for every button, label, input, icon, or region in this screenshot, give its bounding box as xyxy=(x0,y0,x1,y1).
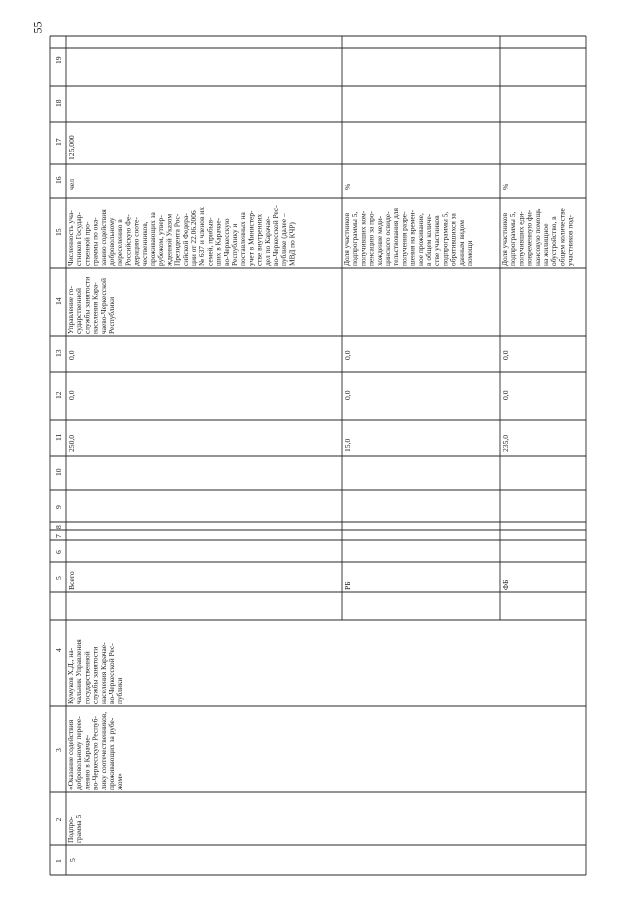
value-col13-1: 0,0 xyxy=(67,350,76,360)
indicator-cell-1-line-26: во-Черкесской Рес- xyxy=(271,205,280,266)
table-text xyxy=(54,56,575,863)
indicator-cell-2-line-13: подпрограммы 5, xyxy=(440,211,450,266)
indicator-cell-1-line-27: публике (далее – xyxy=(279,213,289,266)
column-number-9: 9 xyxy=(54,505,63,509)
indicator-cell-2-line-6: цинского освиде- xyxy=(383,211,392,266)
column-number-5: 5 xyxy=(54,576,63,580)
value-col11-2: 15,0 xyxy=(343,438,352,452)
executor-cell-line-6: Республики xyxy=(107,296,116,334)
value-col12-2: 0,0 xyxy=(343,390,352,400)
measure-name-cell-line-6: проживающих за рубе- xyxy=(107,717,116,790)
value-col12-1: 0,0 xyxy=(67,390,76,400)
indicator-cell-2-line-8: получения разре- xyxy=(399,211,409,266)
column-number-14: 14 xyxy=(54,297,63,305)
value-col11-3: 235,0 xyxy=(501,434,510,452)
indicator-cell-3-line-9: участников под- xyxy=(565,214,575,266)
indicator-cell-1-line-3: ственной про- xyxy=(82,221,92,266)
column-number-8: 8 xyxy=(54,525,63,529)
indicator-cell-1-line-8: Российскую Фе- xyxy=(123,214,133,266)
responsible-cell-line-6: во-Черкесской Рес- xyxy=(107,643,116,704)
indicator-cell-1-line-24: стве внутренних xyxy=(254,213,264,266)
indicator-cell-2-line-10: ное проживание, xyxy=(415,213,425,266)
column-number-10: 10 xyxy=(54,468,63,476)
value-col13-3: 0,0 xyxy=(501,350,510,360)
funding-source-2: РБ xyxy=(343,581,352,590)
indicator-cell-2-line-11: в общем количе- xyxy=(424,213,433,266)
responsible-cell-line-3: государственной xyxy=(82,651,92,704)
measure-name-cell-line-3: лению в Карачае- xyxy=(82,734,92,790)
column-number-6: 6 xyxy=(54,550,63,554)
subprogram-cell-line-1: Подпро- xyxy=(66,816,75,843)
table-grid xyxy=(50,36,586,875)
column-number-12: 12 xyxy=(54,391,63,399)
value-col17-1: 125,000 xyxy=(67,135,76,160)
measure-name-cell-line-5: лику соотечественников, xyxy=(98,711,108,790)
indicator-cell-2-line-4: пенсацию за про- xyxy=(366,211,376,266)
column-number-3: 3 xyxy=(54,748,63,752)
indicator-cell-1-line-2: стников Государ- xyxy=(74,212,84,266)
indicator-cell-1-line-18: семей, прибыв- xyxy=(205,217,215,266)
unit-1: чел xyxy=(67,179,76,190)
responsible-cell-line-1: Кумуков Х.Д., на- xyxy=(66,647,75,704)
indicator-cell-2-line-5: хождение меди- xyxy=(374,215,384,266)
indicator-cell-1-line-4: граммы по ока- xyxy=(90,217,100,266)
column-number-11: 11 xyxy=(54,433,63,441)
unit-2: % xyxy=(343,183,352,190)
indicator-cell-1-line-5: занию содействия xyxy=(98,209,108,266)
executor-cell-line-3: службы занятости xyxy=(82,276,92,334)
indicator-cell-1-line-12: рубежом, утвер- xyxy=(156,215,166,266)
indicator-cell-3-line-8: общем количестве xyxy=(557,208,567,266)
funding-source-3: ФБ xyxy=(501,579,510,590)
unit-3: % xyxy=(501,183,510,190)
column-number-15: 15 xyxy=(54,228,63,236)
indicator-cell-1-line-15: сийской Федера- xyxy=(180,213,190,266)
executor-cell-line-5: чаево-Черкесской xyxy=(98,278,108,334)
executor-cell-line-4: населения Кара- xyxy=(90,282,100,334)
indicator-cell-3-line-7: обустройство, в xyxy=(549,216,559,266)
measure-name-cell-line-2: добровольному переее- xyxy=(74,716,84,790)
indicator-cell-3-line-3: получивших еди- xyxy=(516,211,526,266)
indicator-cell-1-line-19: ших в Карачае- xyxy=(213,217,223,266)
indicator-cell-2-line-14: обратившихся за xyxy=(448,213,458,266)
value-col11-1: 250,0 xyxy=(67,434,76,452)
indicator-cell-1-line-22: поставленных на xyxy=(238,212,248,266)
indicator-cell-1-line-10: чественников, xyxy=(139,221,149,266)
executor-cell-line-1: Управление го- xyxy=(66,286,75,334)
indicator-cell-2-line-12: стве участников xyxy=(432,215,442,266)
indicator-cell-1-line-11: проживающих за xyxy=(148,212,157,266)
indicator-cell-3-line-4: новременную фи- xyxy=(524,209,534,266)
indicator-cell-1-line-23: учет в Министер- xyxy=(246,210,256,266)
value-col12-3: 0,0 xyxy=(501,390,510,400)
executor-cell-line-2: сударственной xyxy=(74,288,84,334)
indicator-cell-1-line-17: № 637 и членов их xyxy=(197,207,207,266)
column-number-19: 19 xyxy=(54,56,63,64)
indicator-cell-1-line-6: добровольному xyxy=(107,217,116,266)
column-number-4: 4 xyxy=(54,648,63,652)
measure-name-cell-line-7: жом» xyxy=(115,773,125,790)
indicator-cell-3-line-2: подпрограммы 5, xyxy=(508,211,518,266)
column-number-13: 13 xyxy=(54,349,63,357)
subprogram-cell-line-2: грамма 5 xyxy=(74,814,84,843)
funding-source-1: Всего xyxy=(67,571,76,590)
responsible-cell-line-5: населения Карачае- xyxy=(98,642,108,704)
responsible-cell-line-4: службы занятости xyxy=(90,646,100,704)
column-number-1: 1 xyxy=(54,859,63,863)
indicator-cell-2-line-1: Доля участников xyxy=(342,212,351,266)
responsible-cell-line-7: публики xyxy=(115,677,125,704)
responsible-cell-line-2: чальник Управления xyxy=(74,639,84,704)
indicator-cell-1-line-9: дерацию соотe- xyxy=(131,217,141,266)
indicator-cell-1-line-20: во-Черкесскую xyxy=(221,218,231,266)
value-col13-2: 0,0 xyxy=(343,350,352,360)
indicator-cell-1-line-13: жденной Указом xyxy=(164,213,174,266)
measure-name-cell-line-1: «Оказание содействия xyxy=(66,719,75,790)
indicator-cell-1-line-14: Президента Рос- xyxy=(172,213,182,266)
column-number-18: 18 xyxy=(54,99,63,107)
indicator-cell-2-line-3: получивших ком- xyxy=(358,210,368,266)
indicator-cell-1-line-25: дел по Карачае- xyxy=(262,216,272,266)
column-number-16: 16 xyxy=(54,176,63,184)
indicator-cell-1-line-21: Республику и xyxy=(230,223,239,266)
indicator-cell-2-line-15: данным видом xyxy=(456,220,466,266)
measure-name-cell-line-4: во-Черкесскую Респуб- xyxy=(90,716,100,790)
indicator-cell-1-line-7: переселению в xyxy=(115,219,125,266)
indicator-cell-1-line-28: МВД по КЧР) xyxy=(287,222,297,266)
column-number-2: 2 xyxy=(54,817,63,822)
indicator-cell-3-line-1: Доля участников xyxy=(500,212,509,266)
page-number: 55 xyxy=(30,21,45,34)
indicator-cell-2-line-9: шения на времен- xyxy=(407,209,417,266)
indicator-cell-1-line-16: ции от 22.06.2006 xyxy=(189,210,198,266)
indicator-cell-3-line-6: на жилищное xyxy=(541,223,550,266)
indicator-cell-2-line-2: подпрограммы 5, xyxy=(350,211,360,266)
indicator-cell-3-line-5: нансовую помощь xyxy=(532,208,542,266)
indicator-cell-1-line-1: Численность уча- xyxy=(66,210,75,266)
column-number-7: 7 xyxy=(54,534,63,538)
row-number: 5 xyxy=(68,858,77,862)
indicator-cell-2-line-16: помощи xyxy=(465,240,474,266)
indicator-cell-2-line-7: тельствования для xyxy=(391,208,401,266)
column-number-17: 17 xyxy=(54,138,63,146)
